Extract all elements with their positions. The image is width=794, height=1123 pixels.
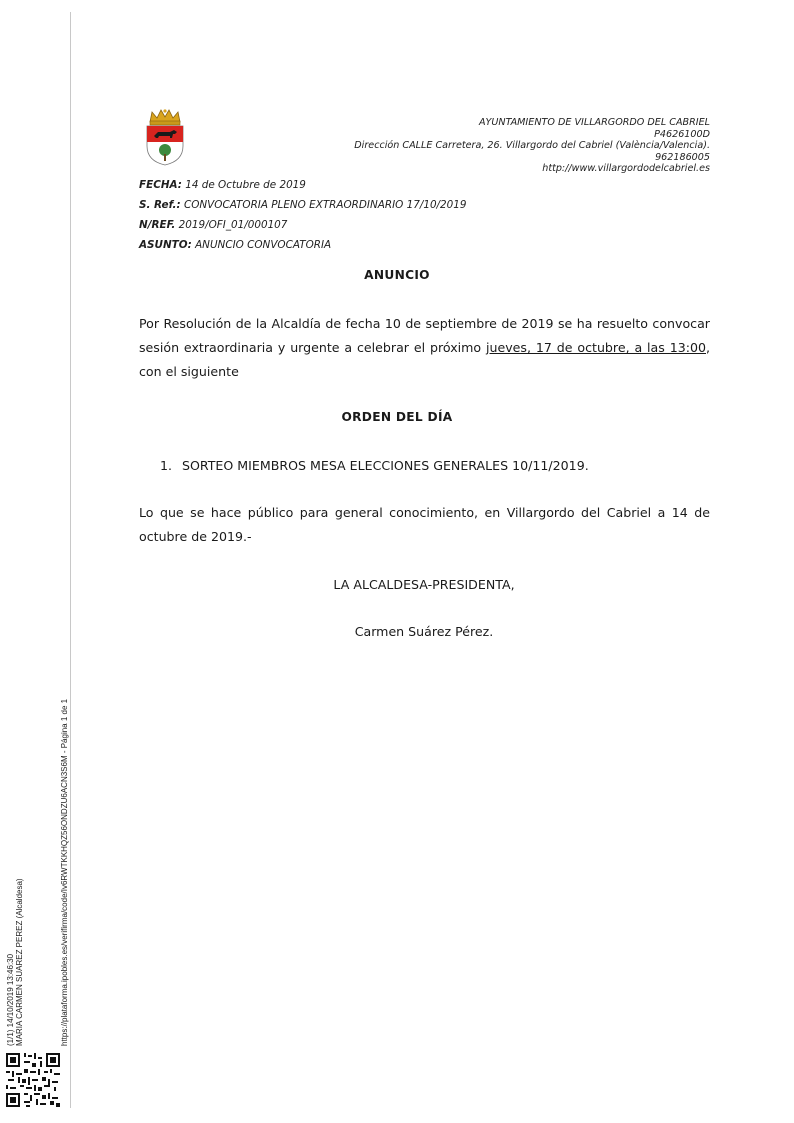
document-title: ANUNCIO bbox=[364, 268, 430, 282]
agenda-item-text: SORTEO MIEMBROS MESA ELECCIONES GENERALES 10/11/2019. bbox=[182, 458, 589, 473]
asunto-value: ANUNCIO CONVOCATORIA bbox=[195, 239, 332, 251]
sref-label: S. Ref.: bbox=[139, 199, 181, 211]
verification-qr-code-icon bbox=[6, 1053, 60, 1107]
fecha-label: FECHA: bbox=[139, 179, 182, 191]
org-address: Dirección CALLE Carretera, 26. Villargordo del Cabriel (València/Valencia). bbox=[354, 140, 710, 152]
agenda-item bbox=[160, 457, 589, 475]
paragraph1-intro: Por Resolución de la Alcaldía de fecha 10 de septiembre de 2019 se ha resuelto convocar sesión extraordinaria y urgente a celebrar el próximo bbox=[139, 316, 710, 355]
sref-value: CONVOCATORIA PLENO EXTRAORDINARIO 17/10/2019 bbox=[183, 199, 467, 211]
closing-paragraph: Lo que se hace público para general conocimiento, en Villargordo del Cabriel a 14 de octubre de 2019.- bbox=[139, 505, 710, 544]
meeting-date-time: jueves, 17 de octubre, a las 13:00 bbox=[486, 340, 706, 355]
signature-timestamp: (1/1) 14/10/2019 13:46:30 bbox=[6, 953, 15, 1046]
nref-row bbox=[139, 215, 467, 235]
reference-block bbox=[139, 175, 467, 255]
fecha-row bbox=[139, 175, 467, 195]
org-name: AYUNTAMIENTO DE VILLARGORDO DEL CABRIEL bbox=[478, 117, 710, 128]
verification-url[interactable]: https://plataforma.ipobles.es/verifirma/code/Iv6RWTKKHQZ56ONDZU6ACN3S6M - Página 1 de 1 bbox=[60, 698, 69, 1046]
nref-label: N/REF. bbox=[139, 219, 176, 231]
fecha-value: 14 de Octubre de 2019 bbox=[185, 179, 306, 191]
org-nif: P4626100D bbox=[654, 128, 710, 140]
margin-divider bbox=[70, 12, 71, 1108]
agenda-title: ORDEN DEL DÍA bbox=[341, 410, 453, 424]
issuer-header bbox=[290, 117, 710, 175]
nref-value: 2019/OFI_01/000107 bbox=[178, 219, 288, 231]
convocation-paragraph bbox=[139, 312, 710, 384]
signer-name: MARIA CARMEN SUAREZ PEREZ (Alcaldesa) bbox=[15, 878, 24, 1046]
signature-name: Carmen Suárez Pérez. bbox=[354, 624, 494, 639]
signature-role: LA ALCALDESA-PRESIDENTA, bbox=[333, 577, 515, 592]
asunto-label: ASUNTO: bbox=[139, 239, 192, 251]
paragraph1-outro: , con el siguiente bbox=[139, 340, 711, 379]
agenda-item-number: 1. bbox=[160, 458, 173, 473]
asunto-row bbox=[139, 235, 467, 255]
sref-row bbox=[139, 195, 467, 215]
org-phone: 962186005 bbox=[655, 151, 710, 163]
org-website[interactable]: http://www.villargordodelcabriel.es bbox=[542, 163, 710, 175]
municipal-coat-of-arms-icon bbox=[144, 108, 186, 166]
